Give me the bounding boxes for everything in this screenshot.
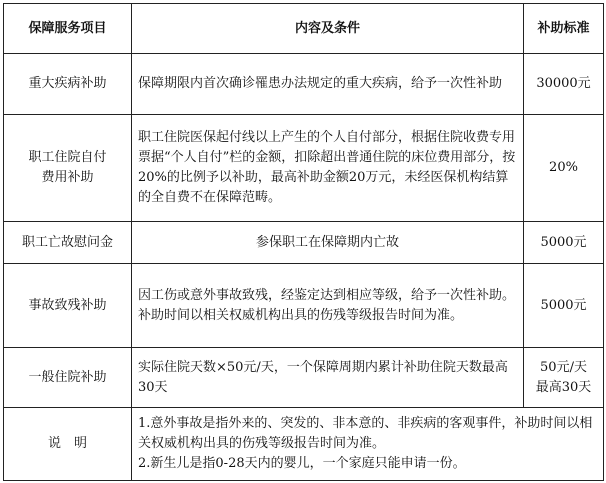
row-item: 一般住院补助 bbox=[4, 348, 132, 408]
row-item: 职工住院自付费用补助 bbox=[4, 115, 132, 222]
row-amount: 20% bbox=[524, 115, 604, 222]
header-item: 保障服务项目 bbox=[4, 4, 132, 54]
row-content: 参保职工在保障期内亡故 bbox=[132, 222, 524, 264]
amount-line-1: 50元/天 bbox=[540, 359, 587, 375]
row-item: 重大疾病补助 bbox=[4, 54, 132, 115]
header-amount: 补助标准 bbox=[524, 4, 604, 54]
row-item: 事故致残补助 bbox=[4, 264, 132, 348]
row-content: 因工伤或意外事故致残，经鉴定达到相应等级，给予一次性补助。补助时间以相关权威机构出具的伤残等级报告时间为准。 bbox=[132, 264, 524, 348]
amount-line-2: 最高30天 bbox=[535, 379, 592, 395]
note-line-2: 2.新生儿是指0-28天内的婴儿，一个家庭只能申请一份。 bbox=[138, 456, 466, 471]
row-content: 实际住院天数×50元/天，一个保障周期内累计补助住院天数最高30天 bbox=[132, 348, 524, 408]
header-row bbox=[4, 4, 604, 54]
row-amount: 30000元 bbox=[524, 54, 604, 115]
row-content: 职工住院医保起付线以上产生的个人自付部分，根据住院收费专用票据“个人自付”栏的金额，扣除超出普通住院的床位费用部分，按20%的比例予以补助，最高补助金额20万元，未经医保机构结算的全自费不在保障范畴。 bbox=[132, 115, 524, 222]
notes-content bbox=[132, 408, 604, 481]
table-row bbox=[4, 348, 604, 408]
table-row bbox=[4, 264, 604, 348]
row-amount bbox=[524, 348, 604, 408]
notes-row bbox=[4, 408, 604, 481]
table-row bbox=[4, 54, 604, 115]
row-amount: 5000元 bbox=[524, 222, 604, 264]
row-amount: 5000元 bbox=[524, 264, 604, 348]
table-row bbox=[4, 222, 604, 264]
note-line-1: 1.意外事故是指外来的、突发的、非本意的、非疾病的客观事件，补助时间以相关权威机构出具的伤残等级报告时间为准。 bbox=[138, 416, 593, 451]
notes-label: 说 明 bbox=[4, 408, 132, 481]
table-row bbox=[4, 115, 604, 222]
benefits-table bbox=[3, 3, 604, 481]
header-content: 内容及条件 bbox=[132, 4, 524, 54]
row-content: 保障期限内首次确诊罹患办法规定的重大疾病，给予一次性补助 bbox=[132, 54, 524, 115]
row-item: 职工亡故慰问金 bbox=[4, 222, 132, 264]
